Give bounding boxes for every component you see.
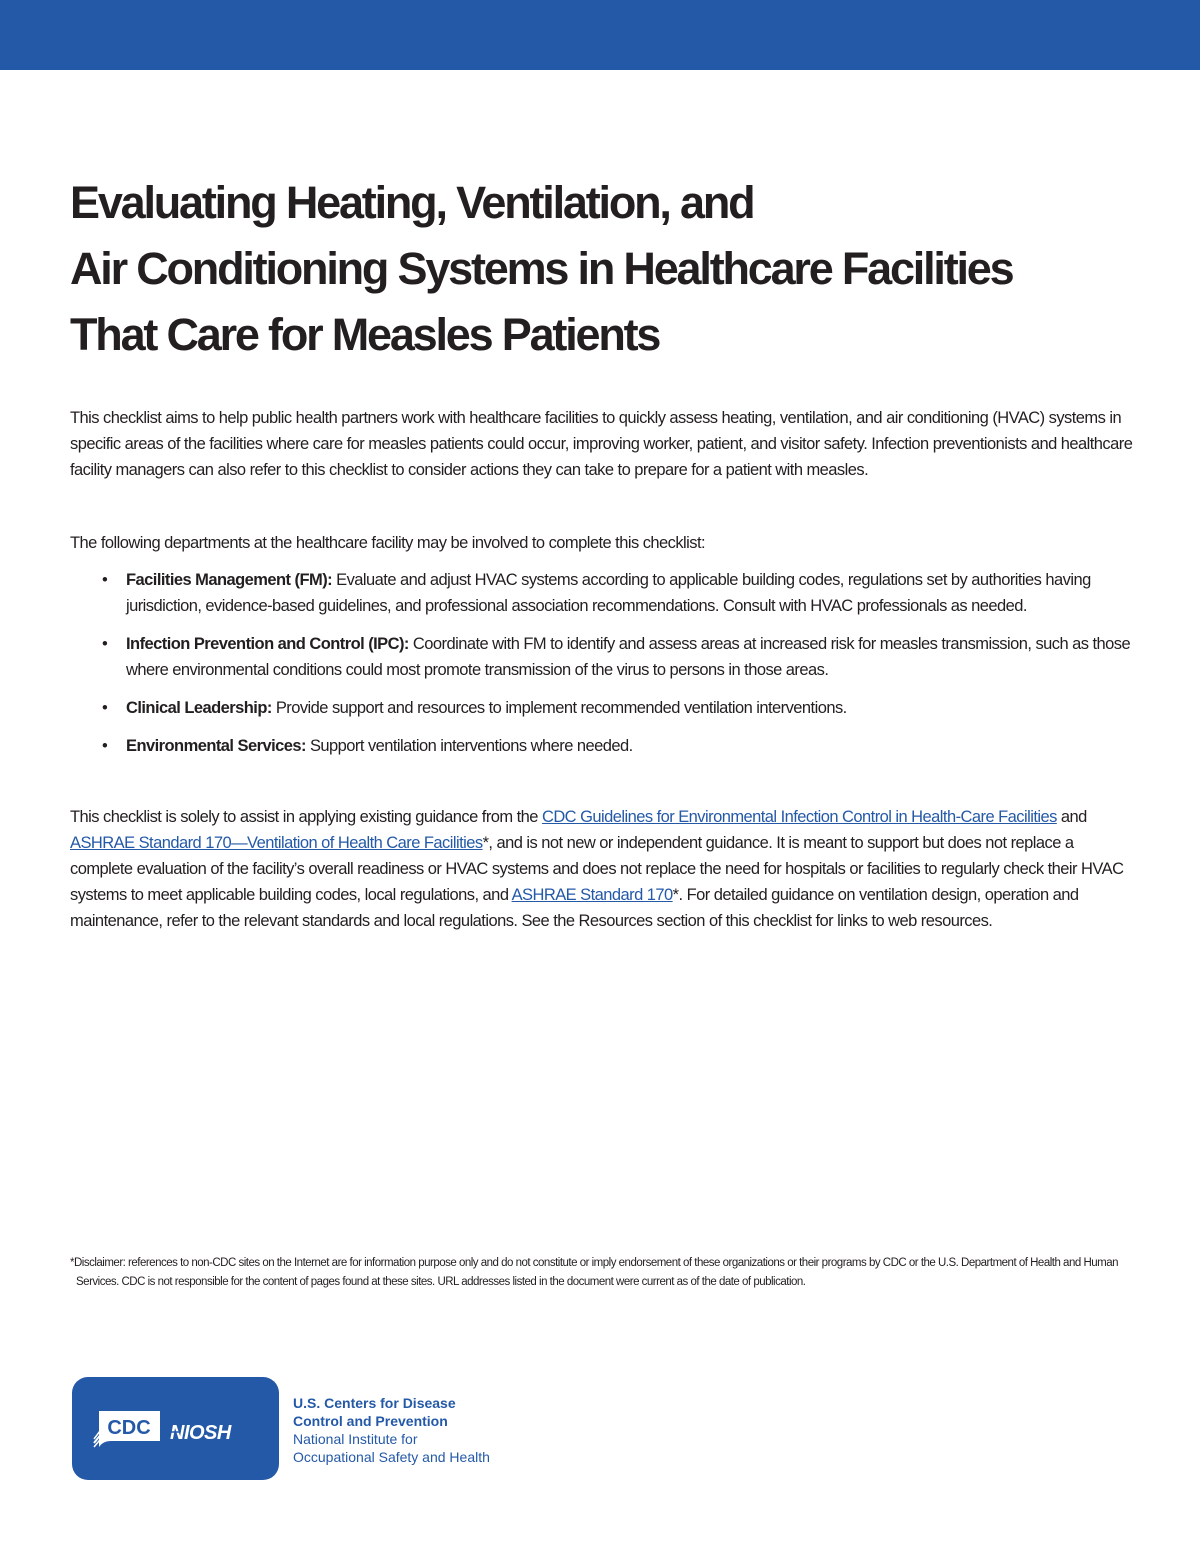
agency-line-1: U.S. Centers for Disease — [293, 1395, 456, 1411]
cdc-niosh-logo-graphic — [72, 1377, 279, 1480]
agency-name — [293, 1394, 593, 1466]
page-title-line-2: Air Conditioning Systems in Healthcare Facilities — [70, 243, 1013, 294]
bullet-icon: • — [102, 699, 108, 717]
bullet-icon: • — [102, 635, 108, 653]
departments-lead: The following departments at the healthcare facility may be involved to complete this checklist: — [70, 534, 706, 552]
intro-paragraph: This checklist aims to help public health partners work with healthcare facilities to quickly assess heating, ventilation, and air conditioning (HVAC) systems in specific areas of the facilities where care for measles patients could occur, improving worker, patient, and visitor safety. Infection preventionists and healthcare facility managers can also refer to this checklist to consider actions they can take to prepare for a patient with measles. — [70, 409, 1133, 479]
page-title-line-3: That Care for Measles Patients — [70, 309, 660, 360]
guidance-text: *, and is not new or independent guidance. It is meant to support but does not replace a complete evaluation of the facility’s overall readiness or HVAC systems and does not replace the need for hospitals or facilities to regularly check their HVAC systems to meet applicable building codes, local regulations, and — [70, 834, 1124, 904]
disclaimer: *Disclaimer: references to non-CDC sites on the Internet are for information purpose only and do not constitute or imply endorsement of these organizations or their programs by CDC or the U.S. Department of Health and Human Services. CDC is not responsible for the content of pages found at these sites. URL addresses listed in the document were current as of the date of publication. — [70, 1257, 1119, 1288]
department-text: Support ventilation interventions where needed. — [305, 737, 633, 755]
department-label: Facilities Management (FM): — [126, 571, 333, 589]
niosh-logo-text: NIOSH — [170, 1422, 231, 1444]
guidance-text: This checklist is solely to assist in applying existing guidance from the — [70, 808, 542, 826]
department-text: Coordinate with FM to identify and assess areas at increased risk for measles transmission, such as those where environmental conditions could most promote transmission of the virus to persons in those areas. — [126, 635, 1131, 679]
ashrae-standard-170-link[interactable]: ASHRAE Standard 170—Ventilation of Health Care Facilities — [70, 834, 483, 852]
cdc-logo-text: CDC — [107, 1417, 151, 1439]
page-title-line-1: Evaluating Heating, Ventilation, and — [70, 177, 754, 228]
list-item — [70, 695, 1135, 721]
bullet-icon: • — [102, 571, 108, 589]
page-title — [70, 170, 1150, 368]
department-label: Infection Prevention and Control (IPC): — [126, 635, 409, 653]
cdc-logo-icon — [94, 1411, 160, 1447]
header-band — [0, 0, 1200, 70]
agency-line-4: Occupational Safety and Health — [293, 1449, 490, 1465]
ashrae-standard-170-short-link[interactable]: ASHRAE Standard 170 — [511, 886, 673, 904]
department-label: Clinical Leadership: — [126, 699, 272, 717]
list-item — [70, 631, 1135, 683]
list-item — [70, 567, 1135, 619]
niosh-logo-icon — [168, 1422, 232, 1444]
guidance-paragraph — [70, 804, 1135, 934]
guidance-text: and — [1056, 808, 1087, 826]
cdc-guidelines-link[interactable]: CDC Guidelines for Environmental Infection Control in Health-Care Facilities — [541, 808, 1057, 826]
bullet-icon: • — [102, 737, 108, 755]
guidance-text: *. For detailed guidance on ventilation design, operation and maintenance, refer to the relevant standards and local regulations. See the Resources section of this checklist for links to web resources. — [70, 886, 1079, 930]
departments-list — [70, 567, 1135, 771]
agency-line-2: Control and Prevention — [293, 1413, 448, 1429]
list-item — [70, 733, 1135, 759]
department-text: Evaluate and adjust HVAC systems according to applicable building codes, regulations set by authorities having jurisdiction, evidence-based guidelines, and professional association recommendations. Consult with HVAC professionals as needed. — [126, 571, 1091, 615]
cdc-niosh-logo — [72, 1377, 279, 1480]
agency-line-3: National Institute for — [293, 1431, 418, 1447]
department-label: Environmental Services: — [126, 737, 306, 755]
department-text: Provide support and resources to implement recommended ventilation interventions. — [271, 699, 847, 717]
